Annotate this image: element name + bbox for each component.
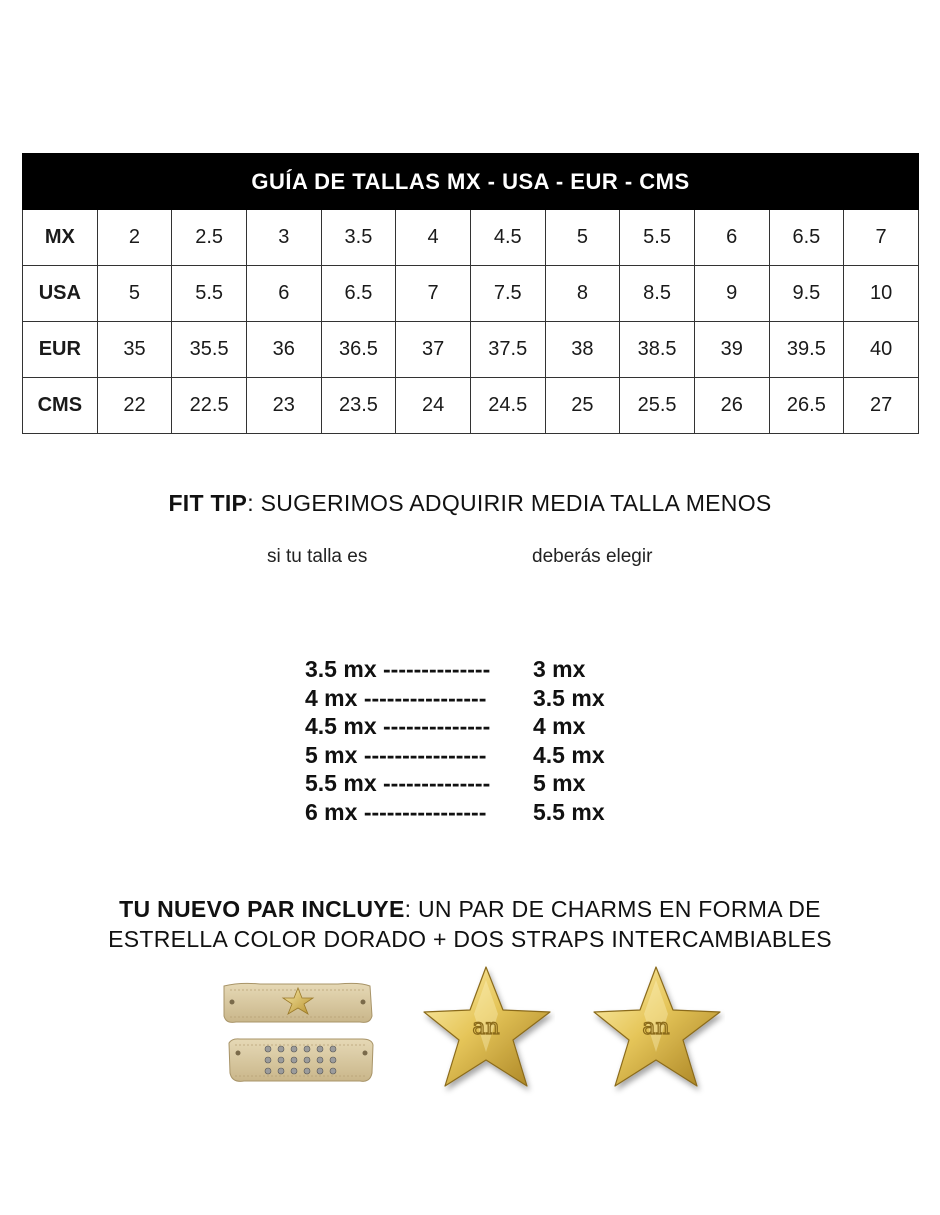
conversion-from: 5.5 mx -------------- (305, 770, 491, 797)
size-cell: 38.5 (620, 322, 695, 378)
size-conversion-list (305, 655, 605, 827)
stud (265, 1057, 271, 1063)
size-cell: 6 (246, 266, 321, 322)
size-cell: 6.5 (321, 266, 396, 322)
svg-text:an: an (472, 1015, 500, 1040)
conversion-from: 5 mx ---------------- (305, 741, 487, 768)
size-cell: 6 (694, 210, 769, 266)
includes-line1: : UN PAR DE CHARMS EN FORMA DE (404, 896, 821, 922)
size-cell: 24 (396, 378, 471, 434)
stud (291, 1057, 297, 1063)
size-cell: 10 (844, 266, 919, 322)
size-cell: 7.5 (470, 266, 545, 322)
size-cell: 3 (246, 210, 321, 266)
size-cell: 36.5 (321, 322, 396, 378)
size-cell: 8 (545, 266, 620, 322)
conversion-row (305, 684, 605, 713)
row-label: EUR (23, 322, 98, 378)
stud (304, 1057, 310, 1063)
stud (291, 1046, 297, 1052)
conversion-row (305, 741, 605, 770)
conversion-to: 4 mx (533, 713, 586, 740)
svg-text:an: an (642, 1015, 670, 1040)
row-label: MX (23, 210, 98, 266)
size-cell: 26 (694, 378, 769, 434)
stud (304, 1046, 310, 1052)
size-cell: 37 (396, 322, 471, 378)
conversion-from: 4 mx ---------------- (305, 684, 487, 711)
size-cell: 35 (97, 322, 172, 378)
size-cell: 39.5 (769, 322, 844, 378)
stud (330, 1057, 336, 1063)
stud (304, 1068, 310, 1074)
stud (291, 1068, 297, 1074)
stud (265, 1046, 271, 1052)
size-cell: 5 (545, 210, 620, 266)
size-cell: 2.5 (172, 210, 247, 266)
conversion-to: 4.5 mx (533, 741, 605, 768)
gold-star-charm-icon (590, 962, 725, 1097)
conversion-to: 5.5 mx (533, 798, 605, 825)
size-cell: 7 (844, 210, 919, 266)
recommended-size-label: deberás elegir (532, 546, 653, 567)
conversion-row (305, 769, 586, 798)
conversion-from: 6 mx ---------------- (305, 798, 487, 825)
stud (317, 1046, 323, 1052)
stud (265, 1068, 271, 1074)
package-includes (0, 894, 940, 954)
size-cell: 22.5 (172, 378, 247, 434)
size-cell: 36 (246, 322, 321, 378)
size-cell: 35.5 (172, 322, 247, 378)
size-cell: 27 (844, 378, 919, 434)
table-header-row (23, 154, 919, 210)
table-row (23, 322, 919, 378)
stud (278, 1046, 284, 1052)
conversion-from: 3.5 mx -------------- (305, 656, 491, 682)
size-cell: 8.5 (620, 266, 695, 322)
fit-tip-label: FIT TIP (168, 490, 248, 516)
size-cell: 39 (694, 322, 769, 378)
conversion-from: 4.5 mx -------------- (305, 713, 491, 740)
stud (330, 1068, 336, 1074)
size-cell: 7 (396, 266, 471, 322)
size-cell: 38 (545, 322, 620, 378)
size-cell: 9 (694, 266, 769, 322)
table-row (23, 266, 919, 322)
size-cell: 25 (545, 378, 620, 434)
size-cell: 5 (97, 266, 172, 322)
size-cell: 23 (246, 378, 321, 434)
size-cell: 5.5 (172, 266, 247, 322)
size-cell: 5.5 (620, 210, 695, 266)
conversion-row (305, 655, 586, 684)
strap-with-star-icon (220, 980, 375, 1030)
size-cell: 25.5 (620, 378, 695, 434)
size-cell: 26.5 (769, 378, 844, 434)
size-cell: 22 (97, 378, 172, 434)
size-cell: 2 (97, 210, 172, 266)
current-size-label: si tu talla es (267, 546, 368, 567)
conversion-to: 3 mx (533, 656, 586, 682)
stud (317, 1068, 323, 1074)
stud (278, 1068, 284, 1074)
size-cell: 37.5 (470, 322, 545, 378)
stud (278, 1057, 284, 1063)
size-cell: 4.5 (470, 210, 545, 266)
includes-label: TU NUEVO PAR INCLUYE (119, 896, 405, 922)
conversion-to: 3.5 mx (533, 684, 605, 711)
gold-star-charm-icon (420, 962, 555, 1097)
fit-tip (0, 490, 940, 517)
studded-strap-icon (226, 1035, 376, 1087)
row-label: USA (23, 266, 98, 322)
table-row (23, 210, 919, 266)
conversion-to: 5 mx (533, 770, 586, 797)
conversion-row (305, 712, 586, 741)
includes-line2: ESTRELLA COLOR DORADO + DOS STRAPS INTERCAMBIABLES (108, 926, 832, 952)
size-cell: 6.5 (769, 210, 844, 266)
size-cell: 40 (844, 322, 919, 378)
conversion-row (305, 798, 605, 827)
row-label: CMS (23, 378, 98, 434)
size-cell: 9.5 (769, 266, 844, 322)
size-cell: 4 (396, 210, 471, 266)
size-cell: 23.5 (321, 378, 396, 434)
size-guide-table (22, 153, 919, 434)
table-title: GUÍA DE TALLAS MX - USA - EUR - CMS (23, 154, 919, 210)
stud (330, 1046, 336, 1052)
table-row (23, 378, 919, 434)
size-cell: 3.5 (321, 210, 396, 266)
size-cell: 24.5 (470, 378, 545, 434)
stud (317, 1057, 323, 1063)
fit-tip-text: : SUGERIMOS ADQUIRIR MEDIA TALLA MENOS (247, 490, 772, 516)
